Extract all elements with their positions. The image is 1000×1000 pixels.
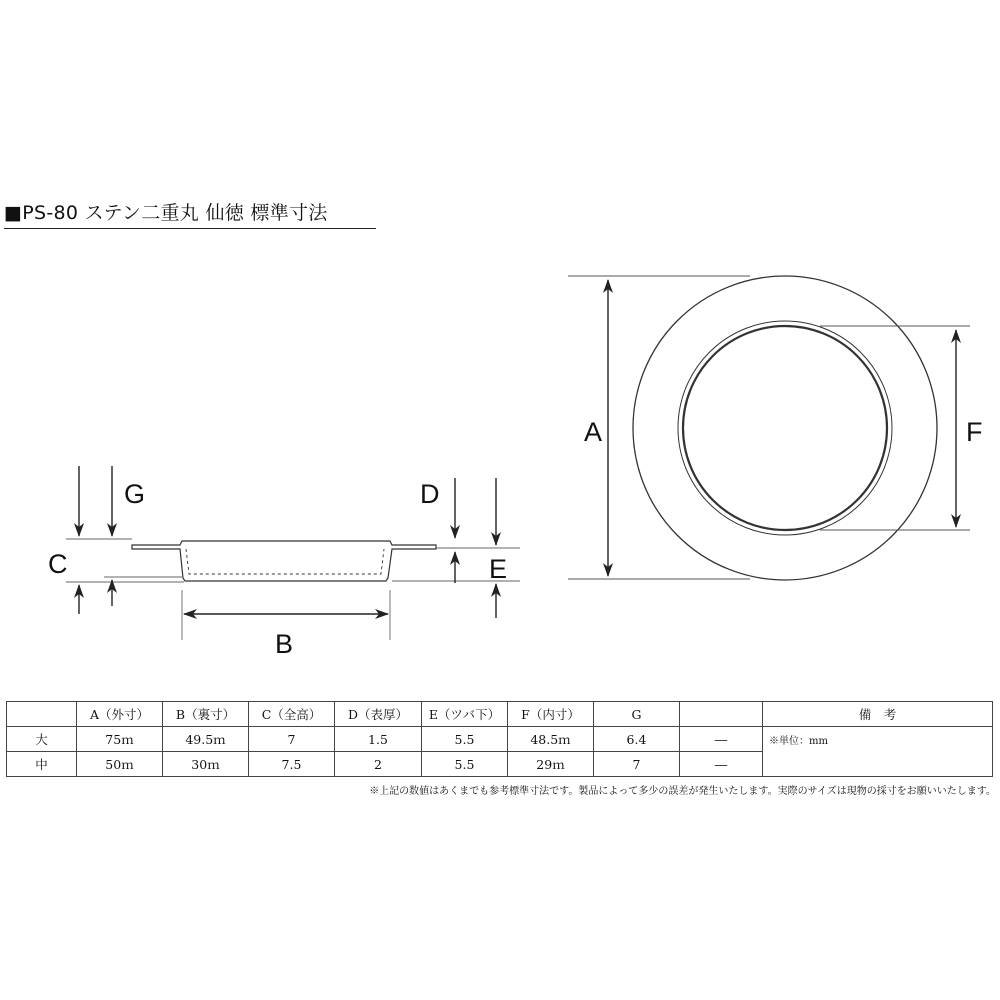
cell-g: 7 [594,752,680,777]
cell-a: 50ｍ [77,752,163,777]
side-view [132,541,436,581]
label-a: A [584,417,603,447]
table-row [7,727,993,752]
cell-f: 48.5ｍ [508,727,594,752]
top-view [633,276,937,580]
cell-e: 5.5 [422,727,508,752]
cell-c: 7.5 [249,752,335,777]
cell-a: 75ｍ [77,727,163,752]
cell-e: 5.5 [422,752,508,777]
cell-c: 7 [249,727,335,752]
header-a: A（外寸） [77,702,163,727]
header-remarks: 備 考 [763,702,993,727]
label-b: B [275,629,294,659]
header-f: F（内寸） [508,702,594,727]
table-header-row [7,702,993,727]
row-size-label: 大 [7,727,77,752]
cell-extra: ― [680,727,763,752]
remarks-cell: ※単位：mm [763,727,993,777]
label-f: F [966,417,983,447]
header-blank [7,702,77,727]
footnote: ※上記の数値はあくまでも参考標準寸法です。製品によって多少の誤差が発生いたします。実際のサイズは現物の採寸をお願いいたします。 [369,786,996,797]
header-blank-2 [680,702,763,727]
cell-g: 6.4 [594,727,680,752]
outer-rim-circle [633,276,937,580]
page-title: ■PS-80 ステン二重丸 仙徳 標準寸法 [4,202,328,224]
cell-f: 29ｍ [508,752,594,777]
cell-b: 49.5ｍ [163,727,249,752]
dimension-f [820,326,970,530]
header-c: C（全高） [249,702,335,727]
cell-d: 2 [335,752,422,777]
header-e: E（ツバ下） [422,702,508,727]
header-d: D（表厚） [335,702,422,727]
label-d: D [420,479,440,509]
cell-d: 1.5 [335,727,422,752]
label-c: C [48,549,68,579]
spec-table [6,701,993,777]
inner-ring-circle [678,321,892,535]
row-size-label: 中 [7,752,77,777]
cell-b: 30ｍ [163,752,249,777]
header-g: G [594,702,680,727]
inner-well-circle [683,326,887,530]
label-g: G [124,479,146,509]
cell-extra: ― [680,752,763,777]
label-e: E [489,554,508,584]
header-b: B（裏寸） [163,702,249,727]
